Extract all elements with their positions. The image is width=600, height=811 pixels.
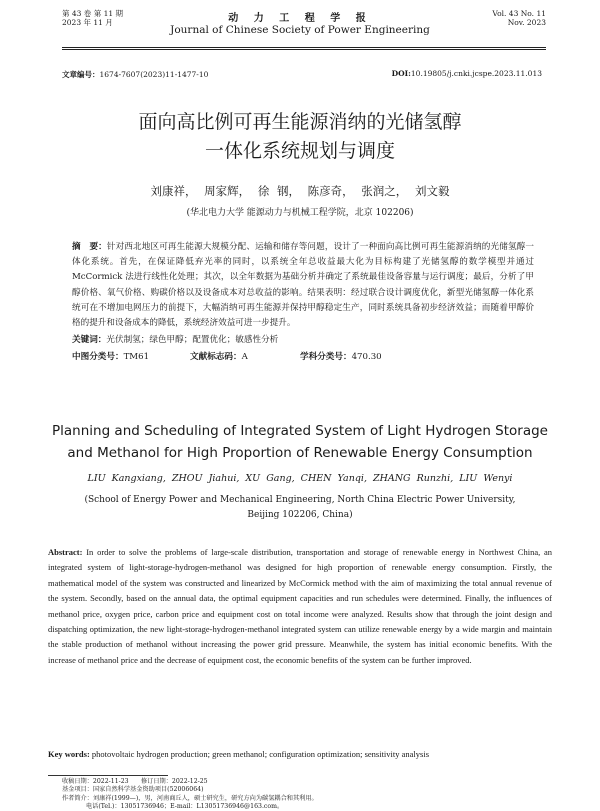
header-date-en: Nov. 2023 [507,18,546,27]
affiliation-en [0,493,600,523]
abstract-en [48,545,552,668]
doi-label: DOI: [391,69,411,78]
clc-value: TM61 [123,352,150,362]
affiliation-en-line-1: (School of Energy Power and Mechanical Engineering, North China Electric Power University, [84,495,516,505]
authors-en: LIU Kangxiang, ZHOU Jiahui, XU Gang, CHEN Yanqi, ZHANG Runzhi, LIU Wenyi [87,473,513,484]
journal-name-en: Journal of Chinese Society of Power Engineering [170,24,430,36]
header-vol-cn: 第 43 卷 第 11 期 [62,9,124,18]
header-vol-en: Vol. 43 No. 11 [492,9,546,18]
subject-value: 470.30 [351,352,382,362]
footnotes [62,778,318,811]
doi-value: 10.19805/j.cnki.jcspe.2023.11.013 [410,69,542,78]
journal-name-cn: 动 力 工 程 学 报 [228,13,372,24]
page-title-en [0,420,600,464]
authors-cn: 刘康祥， 周家辉， 徐 钢， 陈彦奇， 张润之， 刘文毅 [150,184,450,198]
keywords-en-label: Key words: [48,749,90,759]
keywords-en-text: photovoltaic hydrogen production; green methanol; configuration optimization; sensitivity analysis [89,749,430,759]
title-en-line-2: and Methanol for High Proportion of Renewable Energy Consumption [67,445,533,461]
footnote-author: 作者简介：刘康祥(1999—)，男，河南商丘人，硕士研究生，研究方向为碳氢耦合和其利用。 [62,794,318,802]
article-number-value: 1674-7607(2023)11-1477-10 [99,70,209,79]
header-rule [62,47,546,48]
doc-code-label: 文献标志码： [190,352,242,362]
page-title-cn [0,108,600,166]
doc-code-value: A [241,352,248,362]
footnote-rule [48,775,168,776]
abstract-cn-text: 针对西北地区可再生能源大规模分配、运输和储存等问题，设计了一种面向高比例可再生能源消纳的光储氢醇一体化系统。首先，在保证降低弃光率的同时，以系统全年总收益最大化为目标构建了光储氢醇的数学模型并通过 McCormick 法进行线性化处理；其次，以全年数据为基础分析并确定了系统最佳设备容量与运行调度；最后，分析了甲醇价格、氧气价格、购碳价格以及设备成本对总收益的影响。结果表明：经过联合设计调度优化，新型光储氢醇一体化系统可在不增加电网压力的前提下，大幅消纳可再生能源并保持甲醇稳定生产，同时系统具备初步经济效益；而随着甲醇价格的提升和设备成本的降低，系统经济效益可进一步提升。 [72,242,534,329]
affiliation-en-line-2: Beijing 102206, China) [247,510,353,520]
doi [392,69,542,78]
abstract-cn [72,240,534,331]
clc-label: 中图分类号： [72,352,124,362]
footnote-received: 收稿日期：2022-11-23 修订日期：2022-12-25 [62,778,208,785]
header-date-cn: 2023 年 11 月 [62,18,113,27]
abstract-cn-label: 摘 要： [72,242,107,252]
article-number-label: 文章编号： [62,70,100,79]
title-en-line-1: Planning and Scheduling of Integrated System of Light Hydrogen Storage [51,423,548,439]
document-code [190,350,300,365]
keywords-cn-text: 光伏制氢；绿色甲醇；配置优化；敏感性分析 [106,335,279,345]
abstract-en-text: In order to solve the problems of large-scale distribution, transportation and storage of renewable energy in Northwest China, an integrated system of light-storage-hydrogen-methanol was designed for high proportion of renewable energy consumption. Firstly, the mathematical model of the system was constructed and linearized by McCormick method with the aim of maximizing the total annual revenue of the system. Secondly, based on the annual data, the optimal equipment capacities and run schedules were determined. Finally, the influences of methanol price, oxygen price, carbon price and equipment cost on total income were analyzed. Results show that through the joint design and dispatching optimization, the new light-storage-hydrogen-methanol integrated system can utilize renewable energy by a wide margin and maintain the stable production of methanol without increasing the power grid pressure. Meanwhile, the system has initial economic benefits. With the increase of methanol price and the decrease of equipment cost, the economic benefits of the system can be further improved. [48,547,552,665]
keywords-en [48,747,552,761]
abstract-en-label: Abstract: [48,547,83,557]
affiliation-cn: (华北电力大学 能源动力与机械工程学院，北京 102206) [186,208,414,218]
footnote-contact: 电话(Tel.)：13051736946；E-mail：L13051736946@163.com。 [86,802,284,810]
classification-cn [72,350,534,365]
clc-code [72,350,190,365]
subject-code [300,350,382,365]
subject-label: 学科分类号： [300,352,352,362]
article-number [62,69,208,80]
keywords-cn-label: 关键词： [72,335,107,345]
footnote-fund: 基金项目：国家自然科学基金资助项目(52006064) [62,786,204,794]
header-rule-double [62,49,546,50]
title-cn-line-1: 面向高比例可再生能源消纳的光储氢醇 [138,111,462,133]
title-cn-line-2: 一体化系统规划与调度 [204,140,395,162]
header-volume-en [492,9,546,27]
keywords-cn [72,333,534,348]
